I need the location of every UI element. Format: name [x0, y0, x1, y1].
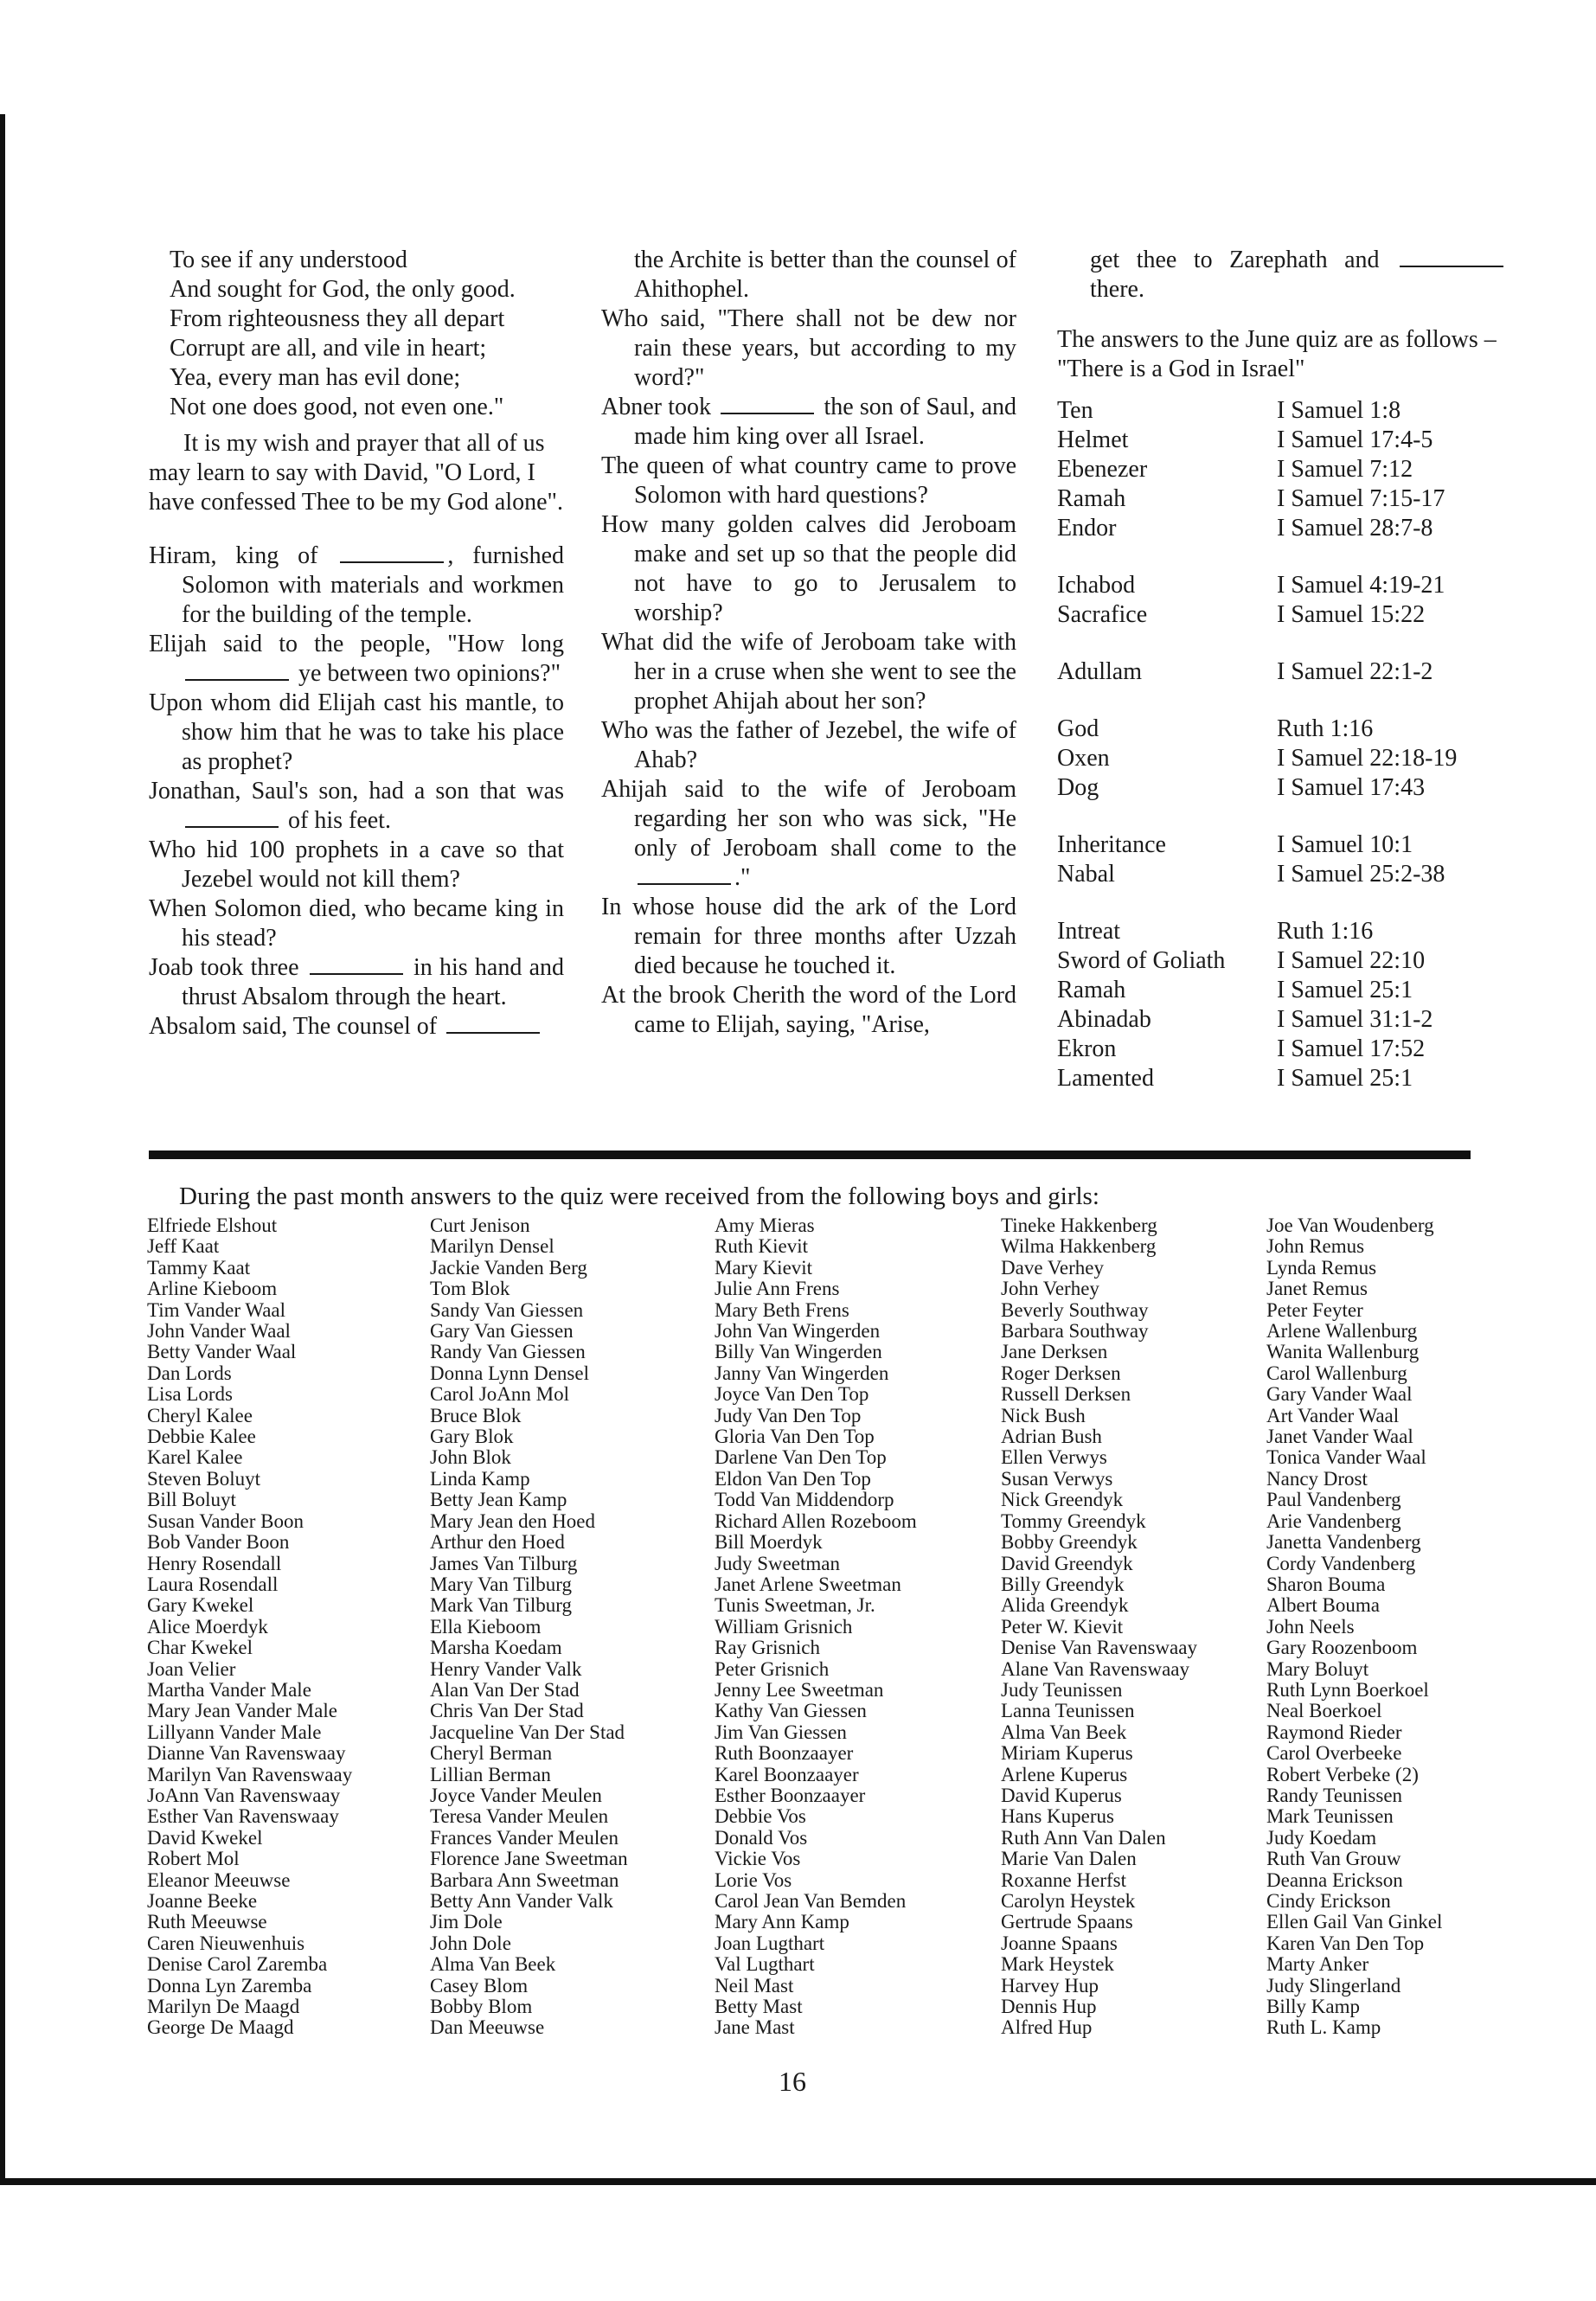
answer-word: Abinadab	[1057, 1006, 1151, 1033]
answer-word: Dog	[1057, 774, 1099, 801]
answer-word: Ebenezer	[1057, 456, 1148, 483]
answer-word: God	[1057, 715, 1099, 742]
participant-name: Robert Verbeke (2)	[1266, 1763, 1419, 1785]
participant-name: Susan Vander Boon	[147, 1509, 304, 1532]
answer-row	[1057, 946, 1507, 976]
participant-name: Dennis Hup	[1001, 1996, 1097, 2018]
answer-word: Oxen	[1057, 745, 1110, 772]
participant-name: Lillian Berman	[430, 1763, 551, 1785]
participant-name: Bruce Blok	[430, 1404, 522, 1426]
participant-name: Carolyn Heystek	[1001, 1890, 1136, 1912]
participant-name: Mary Ann Kamp	[715, 1911, 849, 1933]
answer-reference: I Samuel 10:1	[1277, 831, 1413, 858]
poem-line: Yea, every man has evil done;	[170, 364, 461, 391]
participant-name: Sandy Van Giessen	[430, 1298, 584, 1321]
answer-reference: I Samuel 17:4-5	[1277, 426, 1433, 453]
answer-word: Nabal	[1057, 861, 1115, 888]
poem-line: Corrupt are all, and vile in heart;	[170, 335, 487, 362]
answer-list	[1057, 396, 1507, 1093]
participant-name: Mark Teunissen	[1266, 1805, 1394, 1828]
participant-name: Mary Kievit	[715, 1256, 813, 1279]
participant-name: Mary Beth Frens	[715, 1298, 849, 1321]
answer-row	[1057, 860, 1507, 889]
participant-name: Tunis Sweetman, Jr.	[715, 1594, 875, 1617]
participant-name: Esther Van Ravenswaay	[147, 1805, 339, 1828]
participant-name: Mark Heystek	[1001, 1953, 1114, 1976]
participant-name: Mary Jean Vander Male	[147, 1700, 337, 1722]
participant-name: Gary Vander Waal	[1266, 1383, 1413, 1406]
participant-name: Janet Remus	[1266, 1278, 1368, 1300]
participant-name: Tammy Kaat	[147, 1256, 251, 1279]
psalm-verse	[149, 246, 564, 422]
answer-reference: Ruth 1:16	[1277, 918, 1374, 945]
participant-name: Lillyann Vander Male	[147, 1721, 322, 1743]
participant-name: Betty Ann Vander Valk	[430, 1890, 613, 1912]
participant-name: JoAnn Van Ravenswaay	[147, 1784, 341, 1806]
participant-name: Joyce Van Den Top	[715, 1383, 869, 1406]
answer-reference: Ruth 1:16	[1277, 715, 1374, 742]
answer-word: Ten	[1057, 397, 1093, 424]
answer-word: Lamented	[1057, 1065, 1154, 1092]
participant-name: Dan Meeuwse	[430, 2016, 545, 2039]
participant-name: Arthur den Hoed	[430, 1531, 565, 1554]
participant-name: Raymond Rieder	[1266, 1721, 1402, 1743]
participant-name: Marilyn Densel	[430, 1235, 554, 1258]
participant-name: Ruth Lynn Boerkoel	[1266, 1678, 1429, 1701]
participant-name: Alice Moerdyk	[147, 1615, 268, 1638]
page-bottom-edge	[0, 2178, 1596, 2185]
answer-row	[1057, 484, 1507, 514]
participant-name: Vickie Vos	[715, 1848, 801, 1870]
participant-name: Tim Vander Waal	[147, 1298, 286, 1321]
answer-row	[1057, 773, 1507, 803]
participant-name: David Greendyk	[1001, 1552, 1133, 1574]
participant-name: Judy Van Den Top	[715, 1404, 862, 1426]
participant-name: Joan Lugthart	[715, 1932, 825, 1954]
participant-name: John Verhey	[1001, 1278, 1099, 1300]
participant-name: John Neels	[1266, 1615, 1355, 1638]
participant-name: Lorie Vos	[715, 1868, 792, 1891]
participant-name: Esther Boonzaayer	[715, 1784, 866, 1806]
participant-name: Jane Mast	[715, 2016, 795, 2039]
participant-name: Miriam Kuperus	[1001, 1742, 1133, 1765]
answer-reference: I Samuel 7:12	[1277, 456, 1413, 483]
participant-name: Caren Nieuwenhuis	[147, 1932, 305, 1954]
participant-name: David Kuperus	[1001, 1784, 1122, 1806]
participant-name: Jenny Lee Sweetman	[715, 1678, 884, 1701]
quiz-question: In whose house did the ark of the Lord remain for three months after Uzzah died because he touched it.	[601, 894, 1016, 979]
participant-name: Wilma Hakkenberg	[1001, 1235, 1157, 1258]
participant-name: Alane Van Ravenswaay	[1001, 1657, 1190, 1680]
quiz-question: At the brook Cherith the word of the Lord came to Elijah, saying, "Arise,	[601, 982, 1016, 1038]
column-1	[149, 246, 564, 1042]
participant-name: Judy Koedam	[1266, 1826, 1377, 1849]
participant-name: Alida Greendyk	[1001, 1594, 1129, 1617]
participant-name: Char Kwekel	[147, 1637, 253, 1659]
answers-intro: The answers to the June quiz are as follows –	[1057, 326, 1497, 353]
participant-name: David Kwekel	[147, 1826, 263, 1849]
answer-row	[1057, 514, 1507, 543]
participant-name: Elfriede Elshout	[147, 1215, 278, 1236]
participant-name: Donna Lyn Zaremba	[147, 1974, 312, 1997]
quiz-question-continued: the Archite is better than the counsel of Ahithophel.	[634, 247, 1016, 303]
participant-name: Beverly Southway	[1001, 1298, 1149, 1321]
participant-name: Cheryl Kalee	[147, 1404, 253, 1426]
answer-row	[1057, 455, 1507, 484]
participant-name: Barbara Ann Sweetman	[430, 1868, 619, 1891]
answer-reference: I Samuel 17:43	[1277, 774, 1426, 801]
participant-name: Henry Vander Valk	[430, 1657, 582, 1680]
participant-name: Nick Bush	[1001, 1404, 1086, 1426]
quiz-question: Joab took three in his hand and thrust Absalom through the heart.	[149, 954, 565, 1010]
quiz-question: Who was the father of Jezebel, the wife of Ahab?	[601, 717, 1016, 773]
participant-name: Ruth Ann Van Dalen	[1001, 1826, 1166, 1849]
names-column-1	[147, 1215, 352, 2039]
participant-name: Russell Derksen	[1001, 1383, 1131, 1406]
answer-row	[1057, 917, 1507, 946]
participant-name: Joanne Beeke	[147, 1890, 258, 1912]
participant-name: Arlene Wallenburg	[1266, 1320, 1418, 1343]
participant-name: Ruth Boonzaayer	[715, 1742, 854, 1765]
participant-name: Mary Jean den Hoed	[430, 1509, 595, 1532]
answer-reference: I Samuel 25:1	[1277, 1065, 1413, 1092]
participant-name: Steven Boluyt	[147, 1467, 260, 1490]
answer-word: Sword of Goliath	[1057, 947, 1226, 974]
participant-name: Peter W. Kievit	[1001, 1615, 1124, 1638]
participant-name: Janet Vander Waal	[1266, 1426, 1413, 1448]
answer-row	[1057, 1064, 1507, 1093]
participant-name: Jacqueline Van Der Stad	[430, 1721, 625, 1743]
answer-row	[1057, 571, 1507, 600]
participant-name: Chris Van Der Stad	[430, 1700, 584, 1722]
participant-name: Barbara Southway	[1001, 1320, 1149, 1343]
participant-name: Arline Kieboom	[147, 1278, 278, 1300]
top-margin	[0, 0, 1596, 114]
quiz-question: Who said, "There shall not be dew nor rain these years, but according to my word?"	[601, 305, 1016, 391]
participant-name: Mary Boluyt	[1266, 1657, 1369, 1680]
participant-name: Billy Kamp	[1266, 1996, 1360, 2018]
answer-reference: I Samuel 4:19-21	[1277, 572, 1445, 599]
section-divider	[149, 1150, 1471, 1159]
column-3	[1057, 246, 1507, 1093]
participant-name: Ruth Kievit	[715, 1235, 808, 1258]
participant-name: Debbie Vos	[715, 1805, 806, 1828]
participant-name: Ellen Gail Van Ginkel	[1266, 1911, 1443, 1933]
quiz-question: Ahijah said to the wife of Jeroboam regarding her son who was sick, "He only of Jeroboam shall come to the ."	[601, 776, 1016, 891]
quiz-question: Hiram, king of , furnished Solomon with materials and workmen for the building of the temple.	[149, 542, 564, 628]
names-column-3	[715, 1215, 917, 2039]
answer-row	[1057, 1035, 1507, 1064]
answer-row	[1057, 976, 1507, 1005]
participant-name: John Van Wingerden	[715, 1320, 881, 1343]
participant-name: Amy Mieras	[715, 1215, 815, 1236]
participant-name: John Dole	[430, 1932, 511, 1954]
answer-word: Adullam	[1057, 658, 1142, 685]
answer-word: Endor	[1057, 515, 1117, 542]
page-number: 16	[779, 2066, 806, 2097]
participant-name: Neal Boerkoel	[1266, 1700, 1382, 1722]
participant-name: Karen Van Den Top	[1266, 1932, 1425, 1954]
participant-name: Randy Van Giessen	[430, 1341, 586, 1363]
participant-name: James Van Tilburg	[430, 1552, 578, 1574]
participant-name: Adrian Bush	[1001, 1426, 1102, 1448]
participant-name: Lanna Teunissen	[1001, 1700, 1135, 1722]
participant-name: Ray Grisnich	[715, 1637, 821, 1659]
names-column-5	[1266, 1215, 1442, 2039]
participant-name: Judy Sweetman	[715, 1552, 841, 1574]
answer-row	[1057, 744, 1507, 773]
quiz-question-continued: get thee to Zarephath and there.	[1057, 246, 1507, 304]
participant-name: Richard Allen Rozeboom	[715, 1509, 917, 1532]
answer-row	[1057, 396, 1507, 426]
participant-name: Carol Overbeeke	[1266, 1742, 1402, 1765]
quiz-question: Absalom said, The counsel of	[149, 1012, 564, 1042]
participant-name: Janetta Vandenberg	[1266, 1531, 1421, 1554]
answer-reference: I Samuel 17:52	[1277, 1035, 1426, 1062]
participant-name: Dave Verhey	[1001, 1256, 1104, 1279]
participant-name: John Blok	[430, 1446, 511, 1469]
participant-name: Billy Van Wingerden	[715, 1341, 882, 1363]
participant-name: Arlene Kuperus	[1001, 1763, 1128, 1785]
participant-name: Sharon Bouma	[1266, 1573, 1386, 1595]
quiz-question: What did the wife of Jeroboam take with her in a cruse when she went to see the prophet Ahijah about her son?	[601, 629, 1016, 715]
participant-name: Todd Van Middendorp	[715, 1489, 894, 1511]
participant-name: Deanna Erickson	[1266, 1868, 1403, 1891]
participant-name: Randy Teunissen	[1266, 1784, 1403, 1806]
participant-name: Alfred Hup	[1001, 2016, 1093, 2039]
quiz-question: When Solomon died, who became king in his stead?	[149, 895, 564, 952]
participant-name: Bobby Blom	[430, 1996, 533, 2018]
participant-name: Casey Blom	[430, 1974, 529, 1997]
participant-name: Denise Van Ravenswaay	[1001, 1637, 1197, 1659]
answer-word: Inheritance	[1057, 831, 1166, 858]
closing-paragraph: It is my wish and prayer that all of us may learn to say with David, "O Lord, I have confessed Thee to be my God alone".	[149, 430, 563, 516]
participant-name: Judy Slingerland	[1266, 1974, 1401, 1997]
participant-name: Alma Van Beek	[430, 1953, 556, 1976]
answer-reference: I Samuel 31:1-2	[1277, 1006, 1433, 1033]
quiz-question: Elijah said to the people, "How long ye between two opinions?"	[149, 631, 564, 687]
participant-name: Henry Rosendall	[147, 1552, 282, 1574]
answer-row	[1057, 600, 1507, 630]
answer-row	[1057, 715, 1507, 744]
participant-name: Marilyn De Maagd	[147, 1996, 300, 2018]
quiz-question: Upon whom did Elijah cast his mantle, to show him that he was to take his place as prophet?	[149, 689, 564, 775]
quiz-question: Jonathan, Saul's son, had a son that was of his feet.	[149, 778, 564, 834]
participant-name: Hans Kuperus	[1001, 1805, 1114, 1828]
names-column-2	[430, 1215, 628, 2039]
participant-name: Bill Boluyt	[147, 1489, 236, 1511]
participant-name: Joanne Spaans	[1001, 1932, 1118, 1954]
participant-name: Joe Van Woudenberg	[1266, 1215, 1434, 1236]
answer-word: Ichabod	[1057, 572, 1136, 599]
participant-name: Jim Dole	[430, 1911, 503, 1933]
answer-word: Ramah	[1057, 485, 1126, 512]
column-2	[601, 246, 1016, 1040]
participant-name: Gary Blok	[430, 1426, 514, 1448]
participant-name: Marty Anker	[1266, 1953, 1369, 1976]
participant-name: Tineke Hakkenberg	[1001, 1215, 1157, 1236]
answer-row	[1057, 1005, 1507, 1035]
answer-word: Helmet	[1057, 426, 1129, 453]
participant-name: Judy Teunissen	[1001, 1678, 1123, 1701]
participant-name: Val Lugthart	[715, 1953, 815, 1976]
participant-name: Tonica Vander Waal	[1266, 1446, 1426, 1469]
quiz-question: Who hid 100 prophets in a cave so that Jezebel would not kill them?	[149, 836, 564, 893]
participant-name: Ella Kieboom	[430, 1615, 542, 1638]
answer-reference: I Samuel 22:18-19	[1277, 745, 1458, 772]
participant-name: Ruth Van Grouw	[1266, 1848, 1401, 1870]
participant-name: Ellen Verwys	[1001, 1446, 1107, 1469]
participant-name: Lynda Remus	[1266, 1256, 1377, 1279]
answer-reference: I Samuel 1:8	[1277, 397, 1401, 424]
participant-name: Tom Blok	[430, 1278, 510, 1300]
participant-name: Jeff Kaat	[147, 1235, 220, 1258]
poem-line: And sought for God, the only good.	[170, 276, 516, 303]
participant-name: Laura Rosendall	[147, 1573, 279, 1595]
participant-name: John Vander Waal	[147, 1320, 291, 1343]
participant-name: Debbie Kalee	[147, 1426, 256, 1448]
participant-name: Janet Arlene Sweetman	[715, 1573, 901, 1595]
participant-name: Bill Moerdyk	[715, 1531, 823, 1554]
answer-reference: I Samuel 25:2-38	[1277, 861, 1445, 888]
answer-row	[1057, 830, 1507, 860]
participant-name: Arie Vandenberg	[1266, 1509, 1401, 1532]
participant-name: Donald Vos	[715, 1826, 808, 1849]
answers-title: "There is a God in Israel"	[1057, 356, 1305, 382]
participant-name: Art Vander Waal	[1266, 1404, 1400, 1426]
participant-name: Carol Jean Van Bemden	[715, 1890, 907, 1912]
answer-reference: I Samuel 22:1-2	[1277, 658, 1433, 685]
participant-name: Mark Van Tilburg	[430, 1594, 573, 1617]
participant-name: Marsha Koedam	[430, 1637, 562, 1659]
answer-reference: I Samuel 28:7-8	[1277, 515, 1433, 542]
participant-name: Carol JoAnn Mol	[430, 1383, 569, 1406]
participant-name: Janny Van Wingerden	[715, 1362, 889, 1384]
participant-name: Betty Vander Waal	[147, 1341, 297, 1363]
participant-name: Florence Jane Sweetman	[430, 1848, 628, 1870]
participant-name: Tommy Greendyk	[1001, 1509, 1146, 1532]
participant-name: Cordy Vandenberg	[1266, 1552, 1416, 1574]
participant-name: Paul Vandenberg	[1266, 1489, 1401, 1511]
participant-name: Robert Mol	[147, 1848, 240, 1870]
participant-name: Lisa Lords	[147, 1383, 234, 1406]
answer-word: Ekron	[1057, 1035, 1117, 1062]
participant-name: Billy Greendyk	[1001, 1573, 1125, 1595]
participant-name: Jim Van Giessen	[715, 1721, 847, 1743]
participant-name: Gertrude Spaans	[1001, 1911, 1133, 1933]
poem-line: To see if any understood	[170, 247, 407, 273]
participant-name: Carol Wallenburg	[1266, 1362, 1407, 1384]
participant-name: Dan Lords	[147, 1362, 232, 1384]
participant-name: Darlene Van Den Top	[715, 1446, 887, 1469]
participant-name: Gloria Van Den Top	[715, 1426, 875, 1448]
answer-word: Sacrafice	[1057, 601, 1148, 628]
participant-name: Harvey Hup	[1001, 1974, 1099, 1997]
answer-reference: I Samuel 25:1	[1277, 977, 1413, 1003]
participant-name: Peter Feyter	[1266, 1298, 1363, 1321]
answer-row	[1057, 657, 1507, 687]
answer-reference: I Samuel 15:22	[1277, 601, 1426, 628]
participant-name: Teresa Vander Meulen	[430, 1805, 609, 1828]
poem-line: From righteousness they all depart	[170, 305, 505, 332]
participant-name: Gary Roozenboom	[1266, 1637, 1418, 1659]
participant-name: Dianne Van Ravenswaay	[147, 1742, 346, 1765]
participant-name: Eldon Van Den Top	[715, 1467, 871, 1490]
participant-name: Peter Grisnich	[715, 1657, 830, 1680]
participant-name: Betty Mast	[715, 1996, 803, 2018]
participant-name: Joan Velier	[147, 1657, 236, 1680]
participant-name: Roxanne Herfst	[1001, 1868, 1126, 1891]
participant-name: Wanita Wallenburg	[1266, 1341, 1420, 1363]
participant-name: Donna Lynn Densel	[430, 1362, 589, 1384]
answer-word: Intreat	[1057, 918, 1121, 945]
participant-name: Curt Jenison	[430, 1215, 530, 1236]
participant-name: Susan Verwys	[1001, 1467, 1113, 1490]
quiz-question: The queen of what country came to prove Solomon with hard questions?	[601, 452, 1016, 509]
participant-name: Bob Vander Boon	[147, 1531, 290, 1554]
participant-name: Betty Jean Kamp	[430, 1489, 567, 1511]
participant-name: Nick Greendyk	[1001, 1489, 1124, 1511]
participant-name: Nancy Drost	[1266, 1467, 1368, 1490]
answer-reference: I Samuel 22:10	[1277, 947, 1426, 974]
participant-name: Joyce Vander Meulen	[430, 1784, 602, 1806]
participant-name: Bobby Greendyk	[1001, 1531, 1138, 1554]
participant-name: Marie Van Dalen	[1001, 1848, 1137, 1870]
participant-name: Linda Kamp	[430, 1467, 530, 1490]
participant-name: Denise Carol Zaremba	[147, 1953, 328, 1976]
participant-name: Marilyn Van Ravenswaay	[147, 1763, 353, 1785]
page-left-edge	[0, 114, 5, 2182]
quiz-question: How many golden calves did Jeroboam make and set up so that the people did not have to go to Jerusalem to worship?	[601, 511, 1016, 626]
quiz-question: Abner took the son of Saul, and made him king over all Israel.	[601, 394, 1016, 450]
participant-name: John Remus	[1266, 1235, 1365, 1258]
participant-name: Ruth L. Kamp	[1266, 2016, 1381, 2039]
participant-name: Karel Kalee	[147, 1446, 243, 1469]
answer-row	[1057, 426, 1507, 455]
participant-name: Cheryl Berman	[430, 1742, 553, 1765]
answer-reference: I Samuel 7:15-17	[1277, 485, 1445, 512]
participant-name: Jane Derksen	[1001, 1341, 1108, 1363]
poem-line: Not one does good, not even one."	[170, 394, 504, 420]
winners-heading: During the past month answers to the quiz were received from the following boys and girls:	[179, 1183, 1099, 1210]
participant-name: Gary Van Giessen	[430, 1320, 574, 1343]
participant-name: Ruth Meeuwse	[147, 1911, 267, 1933]
participant-name: Kathy Van Giessen	[715, 1700, 867, 1722]
participant-name: Jackie Vanden Berg	[430, 1256, 587, 1279]
participant-name: Cindy Erickson	[1266, 1890, 1391, 1912]
participant-name: Martha Vander Male	[147, 1678, 311, 1701]
participant-name: Neil Mast	[715, 1974, 794, 1997]
participant-name: Albert Bouma	[1266, 1594, 1380, 1617]
participant-name: Mary Van Tilburg	[430, 1573, 573, 1595]
participant-name: Roger Derksen	[1001, 1362, 1121, 1384]
answer-word: Ramah	[1057, 977, 1126, 1003]
participant-name: George De Maagd	[147, 2016, 294, 2039]
participant-name: Frances Vander Meulen	[430, 1826, 619, 1849]
participant-name: Eleanor Meeuwse	[147, 1868, 291, 1891]
participant-name: Alan Van Der Stad	[430, 1678, 580, 1701]
names-column-4	[1001, 1215, 1197, 2039]
participant-name: Karel Boonzaayer	[715, 1763, 859, 1785]
participant-name: Julie Ann Frens	[715, 1278, 840, 1300]
participant-name: Gary Kwekel	[147, 1594, 254, 1617]
participant-name: William Grisnich	[715, 1615, 853, 1638]
participant-name: Alma Van Beek	[1001, 1721, 1127, 1743]
